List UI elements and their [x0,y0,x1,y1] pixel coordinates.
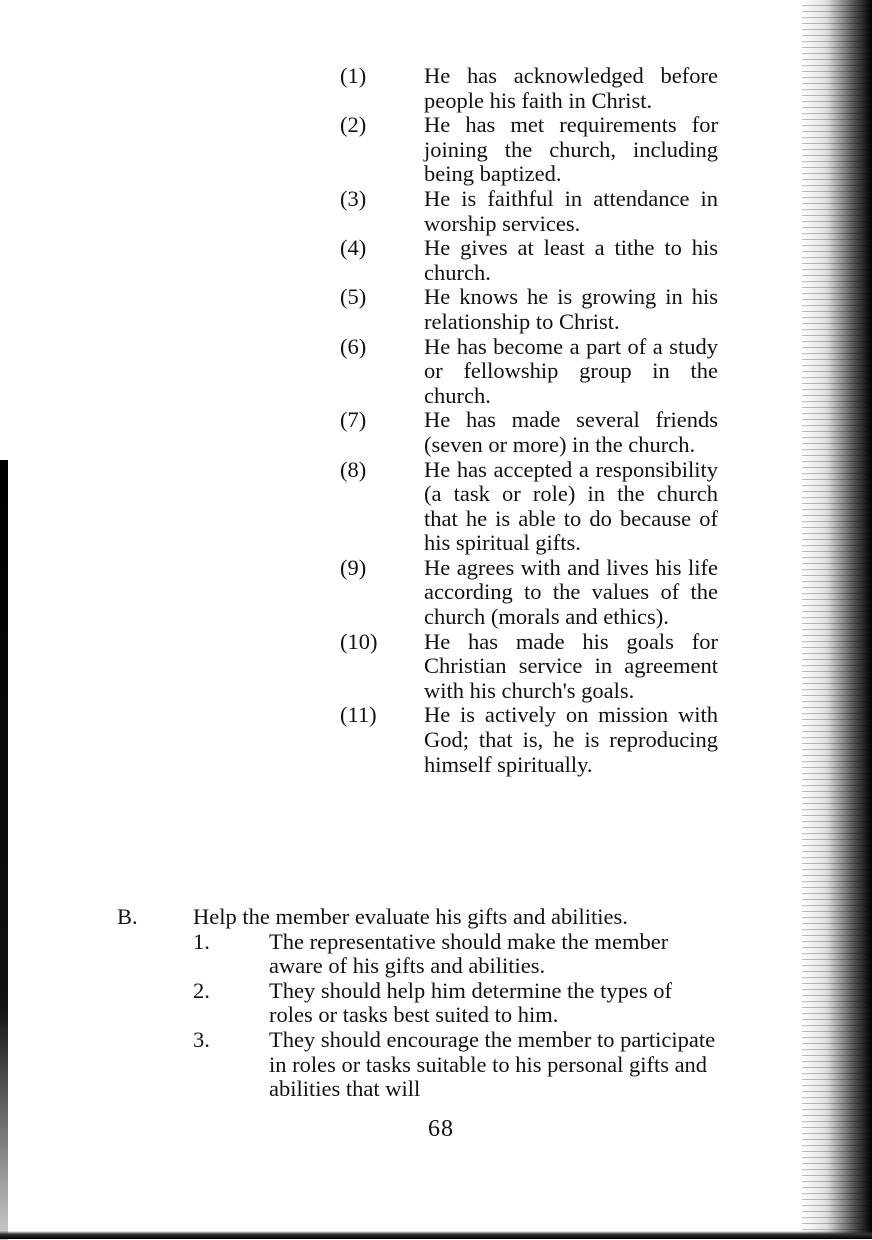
list-item [340,285,720,334]
item-number: (11) [340,702,377,728]
sub-item [193,1028,717,1102]
list-item [340,556,720,630]
item-text: He is faithful in attendance in worship services. [424,185,718,236]
item-number: (4) [340,235,367,261]
scan-bottom-edge [0,1231,872,1239]
list-item [340,187,720,236]
list-item [340,630,720,704]
item-number: (1) [340,63,367,88]
section-b [117,905,717,1102]
sub-item-text: They should help him determine the types of roles or tasks best suited to him. [269,977,673,1028]
list-item [340,335,720,409]
sub-item-text: The representative should make the member aware of his gifts and abilities. [269,928,669,979]
section-heading-text: Help the member evaluate his gifts and abilities. [193,904,628,929]
item-text: He gives at least a tithe to his church. [424,235,718,285]
sub-item-number: 1. [193,928,210,954]
item-text: He has made his goals for Christian service in agreement with his church's goals. [424,628,718,703]
sub-item-text: They should encourage the member to participate in roles or tasks suitable to his personal gifts and abilities that will [269,1026,716,1102]
item-number: (7) [340,407,367,433]
item-number: (8) [340,456,367,482]
list-item [340,703,720,777]
section-heading [117,905,717,930]
item-number: (2) [340,112,367,138]
sub-item-number: 2. [193,977,210,1003]
numbered-criteria-list [340,64,720,777]
item-text: He agrees with and lives his life according to the values of the church (morals and ethics). [424,554,718,630]
item-text: He is actively on mission with God; that is, he is reproducing himself spiritually. [424,702,718,777]
item-number: (5) [340,284,367,310]
item-text: He knows he is growing in his relationship to Christ. [424,284,718,334]
item-number: (3) [340,185,367,211]
list-item [340,236,720,285]
scan-edge-shadow [802,0,872,1239]
item-text: He has become a part of a study or fellowship group in the church. [424,333,718,408]
list-item [340,113,720,187]
list-item [340,458,720,556]
item-text: He has met requirements for joining the church, including being baptized. [424,112,718,187]
page-number-container [0,1116,872,1143]
sub-item [193,979,717,1028]
sub-item-number: 3. [193,1026,210,1052]
sub-item [193,930,717,979]
page-number: 68 [428,1116,454,1142]
list-item [340,64,720,113]
item-number: (6) [340,333,367,359]
list-item [340,408,720,457]
item-text: He has accepted a responsibility (a task or role) in the church that he is able to do because of his spiritual gifts. [424,456,718,556]
section-letter: B. [117,904,138,929]
item-number: (10) [340,628,378,654]
item-number: (9) [340,554,367,580]
item-text: He has acknowledged before people his faith in Christ. [424,63,718,113]
item-text: He has made several friends (seven or more) in the church. [424,407,718,457]
